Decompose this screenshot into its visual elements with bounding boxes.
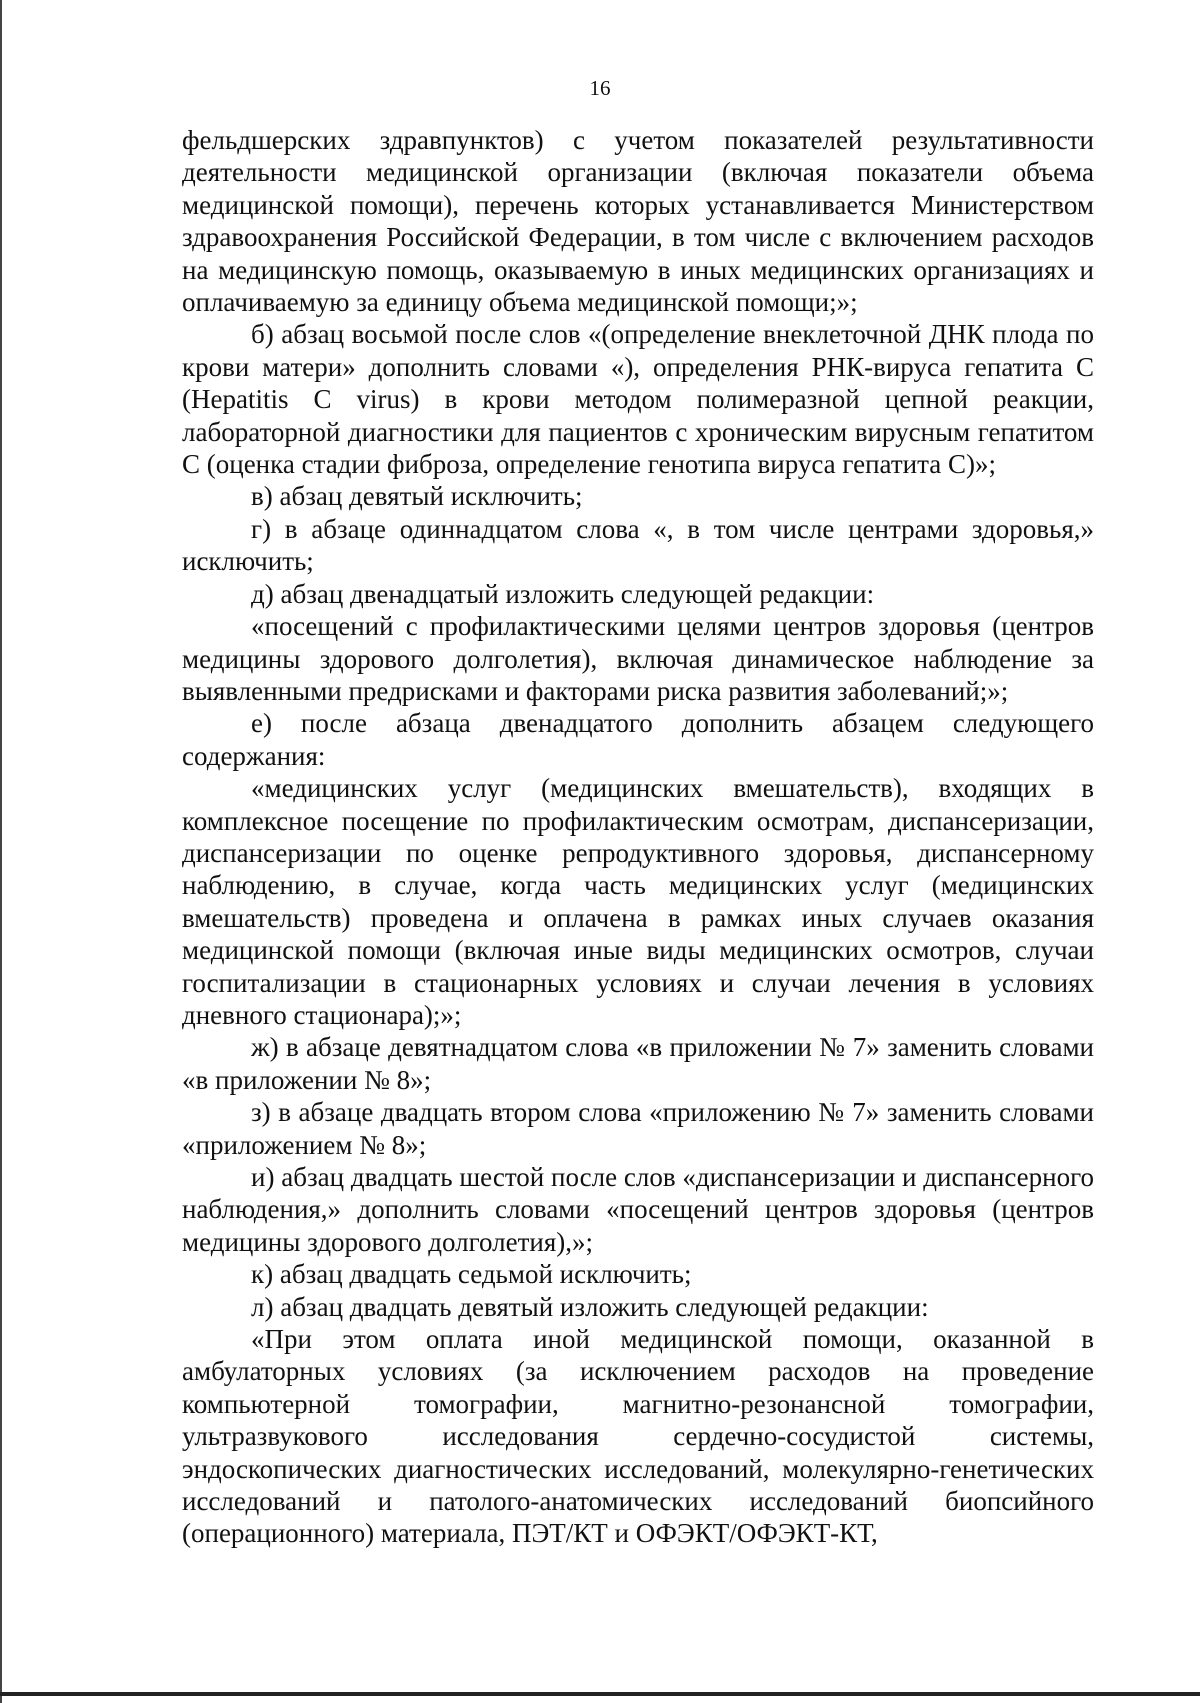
paragraph: ж) в абзаце девятнадцатом слова «в приложении № 7» заменить словами «в приложении № 8»; [182, 1032, 1094, 1095]
paragraph: «медицинских услуг (медицинских вмешательств), входящих в комплексное посещение по профилактическим осмотрам, диспансеризации, диспансеризации по оценке репродуктивного здоровья, диспансерному наблюдению, в случае, когда часть медицинских услуг (медицинских вмешательств) проведена и оплачена в рамках иных случаев оказания медицинской помощи (включая иные виды медицинских осмотров, случаи госпитализации в стационарных условиях и случаи лечения в условиях дневного стационара);»; [182, 773, 1094, 1030]
document-body [182, 124, 1094, 1550]
page-number: 16 [589, 76, 611, 100]
paragraph: в) абзац девятый исключить; [251, 481, 583, 512]
paragraph: е) после абзаца двенадцатого дополнить абзацем следующего содержания: [182, 708, 1094, 771]
paragraph: б) абзац восьмой после слов «(определение внеклеточной ДНК плода по крови матери» дополнить словами «), определения РНК-вируса гепатита С (Hepatitis C virus) в крови методом полимеразной цепной реакции, лабораторной диагностики для пациентов с хроническим вирусным гепатитом С (оценка стадии фиброза, определение генотипа вируса гепатита С)»; [182, 319, 1094, 480]
paragraph: и) абзац двадцать шестой после слов «диспансеризации и диспансерного наблюдения,» дополнить словами «посещений центров здоровья (центров медицины здорового долголетия),»; [182, 1162, 1094, 1257]
paragraph: «посещений с профилактическими целями центров здоровья (центров медицины здорового долголетия), включая динамическое наблюдение за выявленными предрисками и факторами риска развития заболеваний;»; [182, 611, 1094, 706]
paragraph: фельдшерских здравпунктов) с учетом показателей результативности деятельности медицинской организации (включая показатели объема медицинской помощи), перечень которых устанавливается Министерством здравоохранения Российской Федерации, в том числе с включением расходов на медицинскую помощь, оказываемую в иных медицинских организациях и оплачиваемую за единицу объема медицинской помощи;»; [182, 125, 1094, 318]
paragraph: л) абзац двадцать девятый изложить следующей редакции: [251, 1291, 929, 1322]
paragraph: з) в абзаце двадцать втором слова «приложению № 7» заменить словами «приложением № 8»; [182, 1097, 1094, 1160]
scan-left-edge [0, 0, 2, 1703]
scan-bottom-edge [0, 1692, 1200, 1696]
paragraph: «При этом оплата иной медицинской помощи, оказанной в амбулаторных условиях (за исключением расходов на проведение компьютерной томографии, магнитно-резонансной томографии, ультразвукового исследования сердечно-сосудистой системы, эндоскопических диагностических исследований, молекулярно-генетических исследований и патолого-анатомических исследований биопсийного (операционного) материала, ПЭТ/КТ и ОФЭКТ/ОФЭКТ-КТ, [182, 1324, 1094, 1549]
paragraph: к) абзац двадцать седьмой исключить; [251, 1259, 692, 1290]
paragraph: г) в абзаце одиннадцатом слова «, в том числе центрами здоровья,» исключить; [182, 513, 1094, 577]
paragraph: д) абзац двенадцатый изложить следующей редакции: [251, 578, 875, 609]
